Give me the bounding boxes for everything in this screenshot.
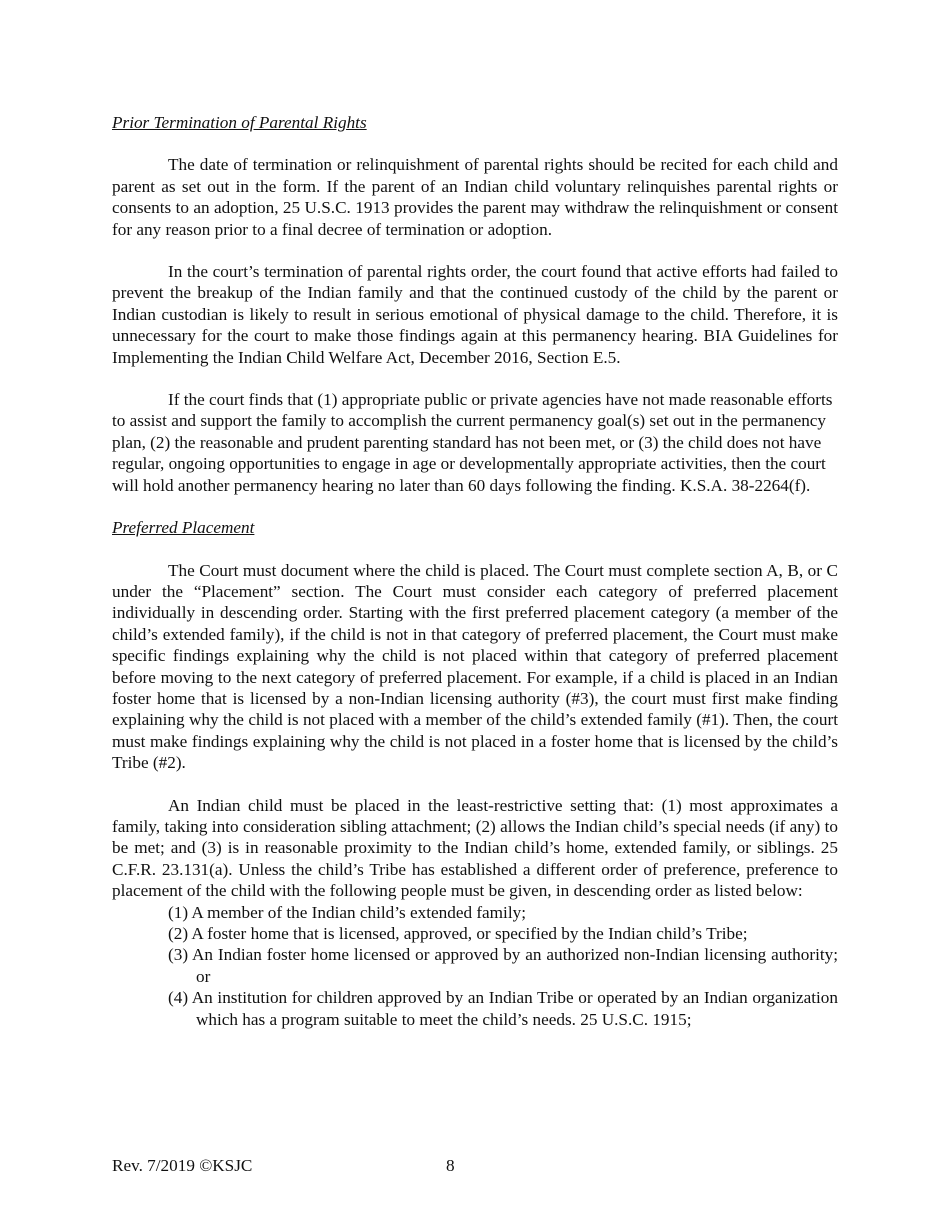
paragraph-termination-date: The date of termination or relinquishment of parental rights should be recited for each child and parent as set out in the form. If the parent of an Indian child voluntary relinquishes parental rights or consents to an adoption, 25 U.S.C. 1913 provides the parent may withdraw the relinquishment or consent for any reason prior to a final decree of termination or adoption. — [112, 155, 838, 239]
list-item: (4) An institution for children approved by an Indian Tribe or operated by an Indian organization which has a program suitable to meet the child’s needs. 25 U.S.C. 1915; — [168, 988, 838, 1029]
list-item: (3) An Indian foster home licensed or approved by an authorized non-Indian licensing authority; or — [168, 945, 838, 986]
footer-revision: Rev. 7/2019 ©KSJC — [112, 1156, 253, 1175]
paragraph-reasonable-efforts: If the court finds that (1) appropriate public or private agencies have not made reasonable efforts to assist and support the family to accomplish the current permanency goal(s) set out in the permanency plan, (2) the reasonable and prudent parenting standard has not been met, or (3) the child does not have regular, ongoing opportunities to engage in age or developmentally appropriate activities, then the court will hold another permanency hearing no later than 60 days following the finding. K.S.A. 38-2264(f). — [112, 390, 833, 495]
paragraph-least-restrictive-setting: An Indian child must be placed in the least-restrictive setting that: (1) most approximates a family, taking into consideration sibling attachment; (2) allows the Indian child’s special needs (if any) to be met; and (3) is in reasonable proximity to the Indian child’s home, extended family, or siblings. 25 C.F.R. 23.131(a). Unless the child’s Tribe has established a different order of preference, preference to placement of the child with the following people must be given, in descending order as listed below: — [112, 795, 838, 901]
placement-preference-list — [168, 902, 838, 1030]
list-item: (2) A foster home that is licensed, approved, or specified by the Indian child’s Tribe; — [168, 924, 748, 943]
paragraph-active-efforts: In the court’s termination of parental rights order, the court found that active efforts had failed to prevent the breakup of the Indian family and that the continued custody of the child by the parent or Indian custodian is likely to result in serious emotional of physical damage to the child. Therefore, it is unnecessary for the court to make those findings again at this permanency hearing. BIA Guidelines for Implementing the Indian Child Welfare Act, December 2016, Section E.5. — [112, 262, 838, 367]
document-page — [112, 112, 838, 1030]
page-footer — [112, 1155, 838, 1177]
section-heading-prior-termination: Prior Termination of Parental Rights — [112, 113, 367, 132]
paragraph-document-placement: The Court must document where the child is placed. The Court must complete section A, B, or C under the “Placement” section. The Court must consider each category of preferred placement individually in descending order. Starting with the first preferred placement category (a member of the child’s extended family), if the child is not in that category of preferred placement, the Court must make specific findings explaining why the child is not placed within that category of preferred placement before moving to the next category of preferred placement. For example, if a child is placed in an Indian foster home that is licensed by a non-Indian licensing authority (#3), the court must first make finding explaining why the child is not placed with a member of the child’s extended family (#1). Then, the court must make findings explaining why the child is not placed in a foster home that is licensed by the child’s Tribe (#2). — [112, 560, 838, 773]
list-item: (1) A member of the Indian child’s extended family; — [168, 902, 526, 922]
section-heading-preferred-placement: Preferred Placement — [112, 518, 255, 538]
page-number: 8 — [446, 1156, 455, 1175]
